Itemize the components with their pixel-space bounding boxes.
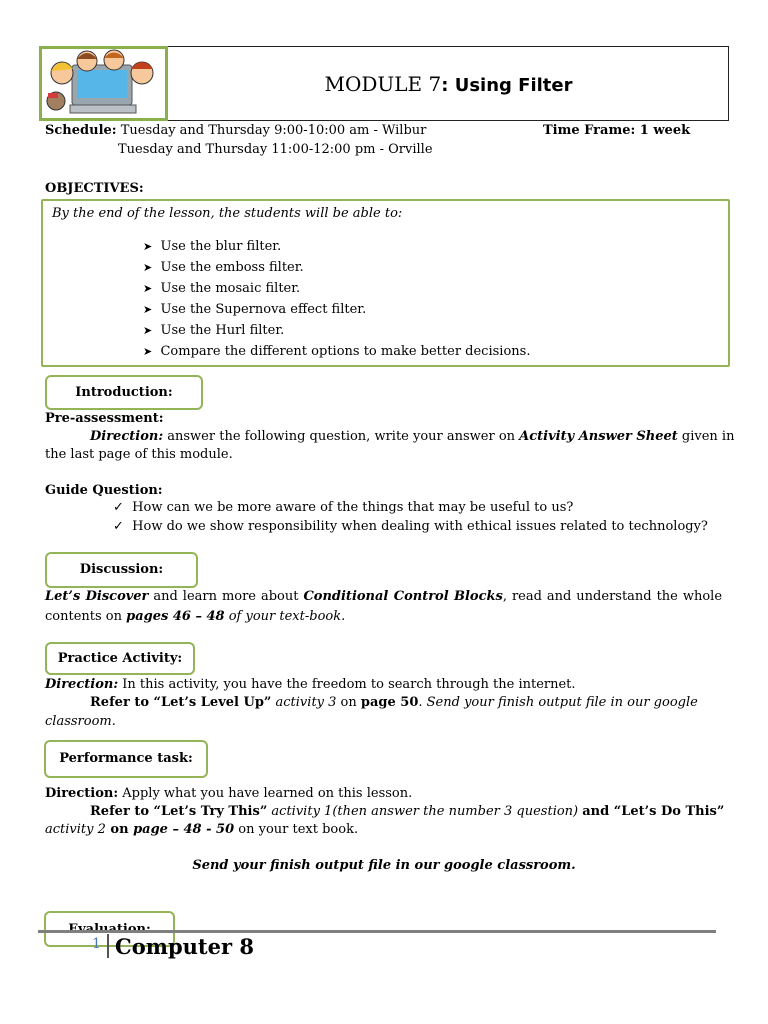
discussion-paragraph-line-1 [45, 589, 722, 604]
objective-item [143, 302, 366, 317]
performance-line-2 [45, 822, 358, 837]
lets-do-this-ref: and “Let’s Do This” [582, 804, 725, 819]
discussion-textbook: of your text-book. [224, 609, 346, 624]
on-text: on [336, 695, 361, 710]
direction-label: Direction: [45, 677, 119, 692]
objectives-intro: By the end of the lesson, the students will be able to: [52, 206, 403, 221]
answer-sheet-ref: Activity Answer Sheet [519, 429, 678, 444]
lets-discover: Let’s Discover [45, 589, 149, 604]
checkmark-icon: ✓ [113, 519, 124, 534]
practice-direction-text: In this activity, you have the freedom to search through the internet. [118, 677, 576, 692]
conditional-control-blocks: Conditional Control Blocks [303, 589, 503, 604]
direction-label: Direction: [45, 786, 119, 801]
guide-question-text: How can we be more aware of the things that may be useful to us? [132, 500, 574, 515]
guide-question-label: Guide Question: [45, 483, 163, 498]
page-number: 1 [92, 936, 101, 952]
schedule-orville: Tuesday and Thursday 11:00-12:00 pm - Orville [118, 142, 433, 157]
pre-assessment-label: Pre-assessment: [45, 411, 164, 426]
discussion-contents: contents on [45, 609, 127, 624]
direction-line-2: the last page of this module. [45, 447, 233, 462]
footer-divider [38, 930, 716, 933]
arrow-bullet-icon: ➤ [143, 345, 153, 358]
objective-text: Use the emboss filter. [160, 260, 304, 275]
objective-item [143, 344, 530, 359]
objective-item [143, 239, 281, 254]
checkmark-icon: ✓ [113, 500, 124, 515]
lets-level-up-ref: Refer to “Let’s Level Up” [90, 695, 272, 710]
discussion-tag: Discussion: [45, 552, 198, 588]
guide-question-item [113, 500, 573, 515]
practice-refer [90, 695, 698, 710]
logo-illustration [42, 49, 165, 118]
practice-direction [45, 677, 576, 692]
direction-text: answer the following question, write your answer on [163, 429, 520, 444]
schedule-line-1 [45, 123, 426, 138]
objective-item [143, 281, 300, 296]
page-range-ref: page – 48 - 50 [133, 822, 235, 837]
pre-assessment-direction [90, 429, 734, 444]
arrow-bullet-icon: ➤ [143, 282, 153, 295]
direction-label: Direction: [90, 429, 164, 444]
introduction-tag: Introduction: [45, 375, 203, 410]
on-text: on [105, 822, 134, 837]
performance-task-tag: Performance task: [44, 740, 208, 778]
send-output-text: . Send your finish output file in our google [418, 695, 698, 710]
discussion-pages: pages 46 – 48 [126, 609, 225, 624]
practice-classroom: classroom. [45, 714, 116, 729]
arrow-bullet-icon: ➤ [143, 324, 153, 337]
discussion-paragraph-line-2 [45, 609, 345, 624]
page-ref: page 50 [360, 695, 419, 710]
performance-direction-text: Apply what you have learned on this lesson. [118, 786, 413, 801]
objective-text: Use the Supernova effect filter. [160, 302, 367, 317]
performance-refer [90, 804, 724, 819]
objective-item [143, 323, 284, 338]
discussion-text-end: , read and understand the whole [502, 589, 723, 604]
schedule-label: Schedule: [45, 123, 117, 138]
arrow-bullet-icon: ➤ [143, 261, 153, 274]
kids-computer-logo [39, 46, 168, 121]
activity-ref: activity 3 [271, 695, 337, 710]
module-number: MODULE 7 [324, 72, 442, 96]
time-frame: Time Frame: 1 week [543, 123, 691, 138]
activity-1-ref: activity 1(then answer the number 3 question) [267, 804, 583, 819]
discussion-text: and learn more about [148, 589, 304, 604]
objective-text: Use the mosaic filter. [160, 281, 301, 296]
text-book-ref: on your text book. [234, 822, 359, 837]
objective-item [143, 260, 304, 275]
arrow-bullet-icon: ➤ [143, 240, 153, 253]
guide-question-text: How do we show responsibility when dealing with ethical issues related to technology? [132, 519, 708, 534]
objective-text: Use the blur filter. [160, 239, 282, 254]
lets-try-this-ref: Refer to “Let’s Try This” [90, 804, 268, 819]
arrow-bullet-icon: ➤ [143, 303, 153, 316]
footer-separator [107, 934, 109, 958]
module-topic: : Using Filter [441, 75, 573, 96]
objective-text: Use the Hurl filter. [160, 323, 285, 338]
page-title [168, 72, 729, 96]
direction-end: given in [677, 429, 735, 444]
schedule-wilbur: Tuesday and Thursday 9:00-10:00 am - Wilbur [120, 123, 427, 138]
activity-2-ref: activity 2 [45, 822, 106, 837]
objectives-heading: OBJECTIVES: [45, 181, 144, 196]
practice-activity-tag: Practice Activity: [45, 642, 195, 675]
footer-subject: Computer 8 [115, 934, 254, 959]
send-output-note: Send your finish output file in our google classroom. [192, 858, 576, 873]
performance-direction [45, 786, 412, 801]
guide-question-item [113, 519, 708, 534]
objective-text: Compare the different options to make better decisions. [160, 344, 531, 359]
